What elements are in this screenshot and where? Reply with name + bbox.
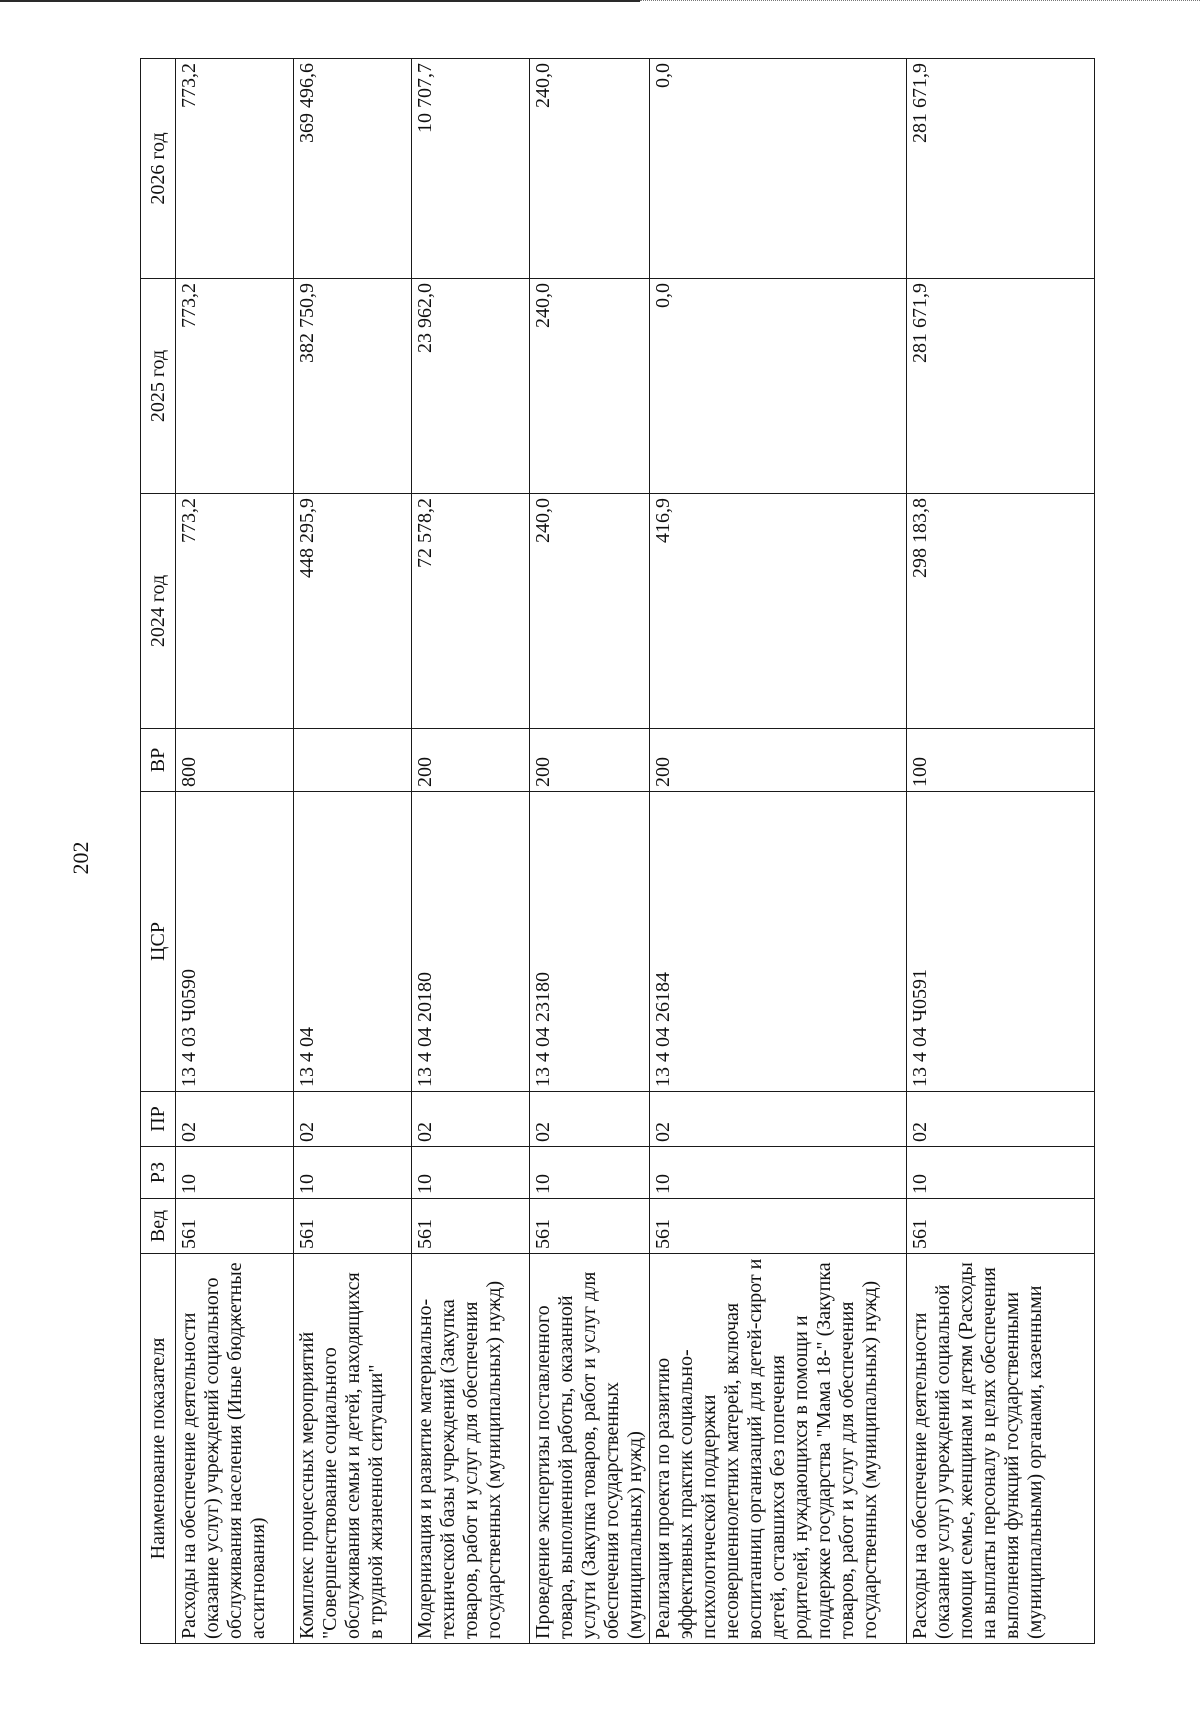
cell-2026: 240,0 — [530, 59, 650, 279]
cell-pr: 02 — [530, 1092, 650, 1147]
cell-2024: 72 578,2 — [412, 494, 530, 729]
cell-csr: 13 4 03 Ч0590 — [176, 792, 294, 1092]
table-row — [294, 59, 412, 1644]
table-row — [530, 59, 650, 1644]
cell-rz: 10 — [650, 1147, 907, 1199]
cell-vr — [294, 729, 412, 792]
cell-ved: 561 — [650, 1199, 907, 1254]
header-csr: ЦСР — [141, 792, 176, 1092]
cell-2026: 10 707,7 — [412, 59, 530, 279]
cell-csr: 13 4 04 Ч0591 — [907, 792, 1095, 1092]
cell-rz: 10 — [530, 1147, 650, 1199]
table-row — [907, 59, 1095, 1644]
cell-2024: 448 295,9 — [294, 494, 412, 729]
header-rz: РЗ — [141, 1147, 176, 1199]
cell-ved: 561 — [294, 1199, 412, 1254]
cell-2025: 0,0 — [650, 279, 907, 494]
cell-2024: 298 183,8 — [907, 494, 1095, 729]
header-pr: ПР — [141, 1092, 176, 1147]
cell-2024: 773,2 — [176, 494, 294, 729]
table-header-row — [141, 59, 176, 1644]
cell-pr: 02 — [294, 1092, 412, 1147]
cell-vr: 800 — [176, 729, 294, 792]
cell-2024: 416,9 — [650, 494, 907, 729]
cell-vr: 100 — [907, 729, 1095, 792]
cell-name: Расходы на обеспечение деятельности (оказание услуг) учреждений социальной помощи семье, женщинам и детям (Расходы на выплаты персоналу в целях обеспечения выполнения функций государственными (муниципальными) органами, казенными — [907, 1254, 1095, 1644]
table-row — [650, 59, 907, 1644]
page-number: 202 — [68, 841, 93, 875]
cell-csr: 13 4 04 20180 — [412, 792, 530, 1092]
cell-2026: 281 671,9 — [907, 59, 1095, 279]
cell-ved: 561 — [907, 1199, 1095, 1254]
table-row — [176, 59, 294, 1644]
cell-pr: 02 — [907, 1092, 1095, 1147]
cell-rz: 10 — [294, 1147, 412, 1199]
cell-2026: 369 496,6 — [294, 59, 412, 279]
cell-vr: 200 — [650, 729, 907, 792]
header-2026: 2026 год — [141, 59, 176, 279]
cell-csr: 13 4 04 — [294, 792, 412, 1092]
cell-ved: 561 — [176, 1199, 294, 1254]
cell-pr: 02 — [412, 1092, 530, 1147]
header-ved: Вед — [141, 1199, 176, 1254]
cell-ved: 561 — [530, 1199, 650, 1254]
cell-vr: 200 — [412, 729, 530, 792]
cell-name: Расходы на обеспечение деятельности (оказание услуг) учреждений социального обслуживания населения (Иные бюджетные ассигнования) — [176, 1254, 294, 1644]
cell-2024: 240,0 — [530, 494, 650, 729]
cell-2025: 773,2 — [176, 279, 294, 494]
cell-name: Реализация проекта по развитию эффективных практик социально-психологической поддержки несовершеннолетних матерей, включая воспитанниц организаций для детей-сирот и детей, оставшихся без попечения родителей, нуждающихся в помощи и поддержке государства "Мама 18-" (Закупка товаров, работ и услуг для обеспечения государственных (муниципальных) нужд) — [650, 1254, 907, 1644]
cell-csr: 13 4 04 23180 — [530, 792, 650, 1092]
cell-rz: 10 — [412, 1147, 530, 1199]
cell-2026: 773,2 — [176, 59, 294, 279]
header-vr: ВР — [141, 729, 176, 792]
cell-csr: 13 4 04 26184 — [650, 792, 907, 1092]
cell-pr: 02 — [176, 1092, 294, 1147]
cell-2026: 0,0 — [650, 59, 907, 279]
cell-pr: 02 — [650, 1092, 907, 1147]
cell-2025: 240,0 — [530, 279, 650, 494]
table-row — [412, 59, 530, 1644]
cell-name: Модернизация и развитие материально-технической базы учреждений (Закупка товаров, работ и услуг для обеспечения государственных (муниципальных) нужд) — [412, 1254, 530, 1644]
header-2025: 2025 год — [141, 279, 176, 494]
cell-ved: 561 — [412, 1199, 530, 1254]
cell-2025: 23 962,0 — [412, 279, 530, 494]
cell-name: Проведение экспертизы поставленного товара, выполненной работы, оказанной услуги (Закупка товаров, работ и услуг для обеспечения государственных (муниципальных) нужд) — [530, 1254, 650, 1644]
cell-rz: 10 — [907, 1147, 1095, 1199]
header-2024: 2024 год — [141, 494, 176, 729]
cell-rz: 10 — [176, 1147, 294, 1199]
cell-2025: 382 750,9 — [294, 279, 412, 494]
cell-vr: 200 — [530, 729, 650, 792]
budget-table — [140, 58, 1095, 1644]
cell-name: Комплекс процессных мероприятий "Совершенствование социального обслуживания семьи и детей, находящихся в трудной жизненной ситуации" — [294, 1254, 412, 1644]
header-name: Наименование показателя — [141, 1254, 176, 1644]
cell-2025: 281 671,9 — [907, 279, 1095, 494]
